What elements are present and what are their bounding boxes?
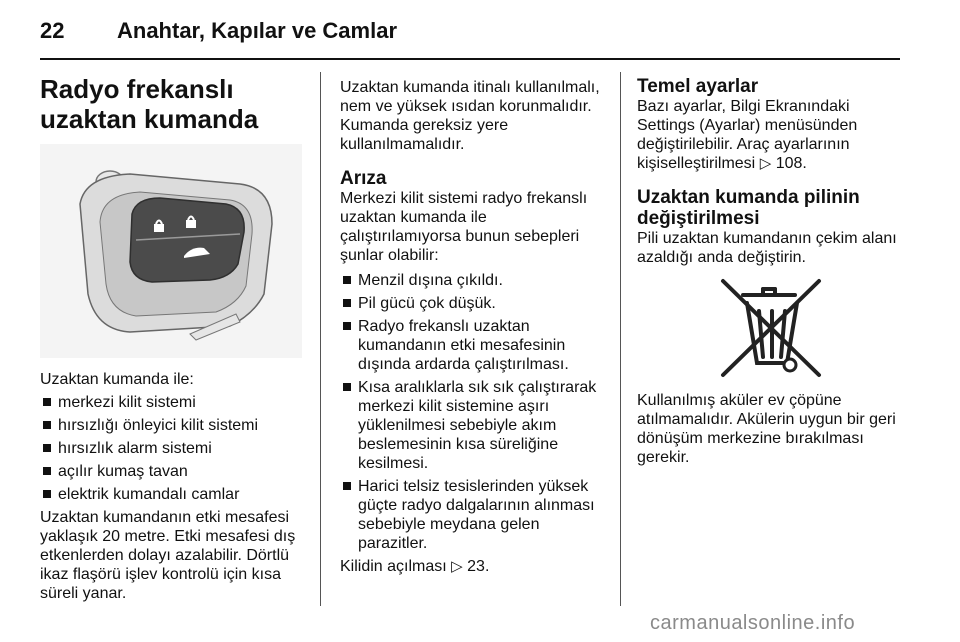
battery-text: Pili uzaktan kumandanın çekim alanı azaldığı anda değiştirin. xyxy=(637,230,897,266)
list-item: Menzil dışına çıkıldı. xyxy=(340,271,608,290)
column-1 xyxy=(40,70,306,607)
list-item: elektrik kumandalı camlar xyxy=(40,485,306,504)
crossed-bin-icon xyxy=(637,277,897,381)
fault-list xyxy=(340,271,608,553)
recycle-bin-illustration xyxy=(637,277,897,383)
care-paragraph: Uzaktan kumanda itinalı kullanılmalı, nem ve yüksek ısıdan korunmalıdır. Kumanda gereksiz yere kullanılmamalıdır. xyxy=(340,79,600,153)
column-2 xyxy=(340,78,608,580)
list-item: Pil gücü çok düşük. xyxy=(340,294,608,313)
list-item: Radyo frekanslı uzaktan kumandanın etki mesafesinin dışında ardarda çalıştırılması. xyxy=(340,317,608,374)
recycle-text: Kullanılmış aküler ev çöpüne atılmamalıdır. Akülerin uygun bir geri dönüşüm merkezine bırakılması gerekir. xyxy=(637,392,896,466)
basic-settings-body: Bazı ayarlar, Bilgi Ekranındaki Settings (Ayarlar) menüsünden değiştirilebilir. Araç ayarlarının kişiselleştirilmesi xyxy=(637,98,858,172)
intro-text: Uzaktan kumanda ile: xyxy=(40,371,194,388)
fault-intro: Merkezi kilit sistemi radyo frekanslı uzaktan kumanda ile çalıştırılamıyorsa bunun sebepleri şunlar olabilir: xyxy=(340,190,588,264)
header-rule xyxy=(40,58,900,60)
section-title: Radyo frekanslı uzaktan kumanda xyxy=(40,74,259,134)
arrow-right-icon: ▷ xyxy=(451,558,463,575)
page-number: 22 xyxy=(40,18,65,43)
feature-list xyxy=(40,393,306,504)
watermark: carmanualsonline.info xyxy=(650,612,856,634)
list-item: Kısa aralıklarla sık sık çalıştırarak merkezi kilit sistemine aşırı yüklenilmesi sebebiyle akım beslemesinin kısa süreliğine kesilmesi. xyxy=(340,378,608,473)
page-header xyxy=(0,0,960,58)
fault-heading: Arıza xyxy=(340,168,387,189)
column-divider-2 xyxy=(620,72,621,606)
key-fob-icon xyxy=(40,144,302,358)
list-item: Harici telsiz tesislerinden yüksek güçte radyo dalgalarının alınması sebebiyle meydana gelen parazitler. xyxy=(340,477,608,553)
unlock-text: Kilidin açılması xyxy=(340,558,447,575)
chapter-title: Anahtar, Kapılar ve Camlar xyxy=(117,18,398,43)
arrow-right-icon: ▷ xyxy=(759,155,772,172)
list-item: hırsızlık alarm sistemi xyxy=(40,439,306,458)
unlock-reference xyxy=(340,557,608,576)
unlock-page: 23. xyxy=(467,558,490,575)
range-paragraph: Uzaktan kumandanın etki mesafesi yaklaşık 20 metre. Etki mesafesi dış etkenlerden dolayı azalabilir. Dörtlü ikaz flaşörü işlev kontrolü için kısa süreli yanar. xyxy=(40,509,296,602)
key-fob-illustration xyxy=(40,144,300,360)
column-divider-1 xyxy=(320,72,321,606)
list-item: merkezi kilit sistemi xyxy=(40,393,306,412)
battery-heading: Uzaktan kumanda pilinin değiştirilmesi xyxy=(637,187,860,229)
list-item: hırsızlığı önleyici kilit sistemi xyxy=(40,416,306,435)
basic-settings-text xyxy=(637,97,902,173)
basic-settings-heading: Temel ayarlar xyxy=(637,76,759,97)
column-3 xyxy=(637,76,902,471)
basic-settings-page: 108. xyxy=(775,155,807,172)
list-item: açılır kumaş tavan xyxy=(40,462,306,481)
